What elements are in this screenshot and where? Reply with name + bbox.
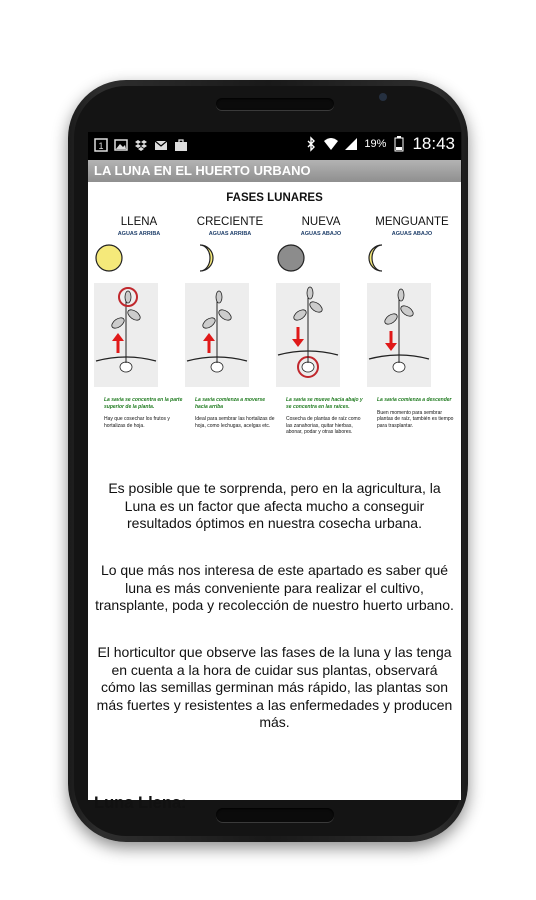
front-camera	[379, 93, 387, 101]
phase-advice: Hay que cosechar los frutos y hortalizas de hoja.	[104, 416, 170, 429]
waning-moon-icon	[367, 243, 397, 273]
phase-name: NUEVA	[301, 216, 341, 228]
sap-note: La savia comienza a moverse hacia arriba	[195, 397, 266, 410]
water-direction: AGUAS ARRIBA	[208, 231, 252, 237]
new-moon-icon	[276, 243, 306, 273]
phase-name: LLENA	[120, 216, 158, 228]
wifi-icon	[324, 137, 338, 151]
paragraph-benefits: El horticultor que observe las fases de la luna y las tenga en cuenta a la hora de cuidar sus plantas, observará cómo las semillas germinan más rápido, las plantas son más fuertes y resistentes a las enfermedades y producen más.	[96, 644, 453, 730]
app-title-bar: LA LUNA EN EL HUERTO URBANO	[88, 160, 461, 182]
clock: 18:43	[412, 134, 455, 153]
water-direction: AGUAS ABAJO	[391, 231, 433, 237]
phase-name: MENGUANTE	[375, 216, 449, 228]
notification-icons	[94, 138, 188, 152]
plant-diagram	[94, 283, 158, 387]
section-heading: Luna Llena:	[94, 794, 187, 812]
bottom-speaker	[216, 808, 334, 822]
status-bar	[88, 132, 461, 160]
bluetooth-icon	[304, 137, 318, 151]
mail-icon	[154, 138, 168, 152]
screen	[88, 132, 461, 812]
plant-diagram	[276, 283, 340, 387]
phase-advice: Buen momento para sembrar plantas de raíz, también es tiempo para trasplantar.	[377, 409, 454, 429]
sap-note: La savia comienza a descender	[377, 397, 452, 403]
n1-notification-icon	[94, 138, 108, 152]
phase-name: CRECIENTE	[196, 216, 264, 228]
water-direction: AGUAS ARRIBA	[117, 231, 161, 237]
svg-text:1: 1	[98, 141, 104, 151]
dropbox-icon	[134, 138, 148, 152]
battery-percent: 19%	[364, 138, 387, 150]
phase-creciente	[185, 216, 275, 429]
phone-frame	[68, 80, 468, 842]
crescent-moon-icon	[185, 243, 215, 273]
briefcase-icon	[174, 138, 188, 152]
system-status	[304, 134, 455, 154]
water-direction: AGUAS ABAJO	[300, 231, 342, 237]
phase-llena	[94, 216, 184, 429]
battery-icon	[392, 137, 406, 151]
plant-diagram	[185, 283, 249, 387]
image-icon	[114, 138, 128, 152]
sap-note: La savia se concentra en la parte superior de la planta.	[104, 397, 183, 410]
earpiece-speaker	[216, 98, 334, 110]
paragraph-interest: Lo que más nos interesa de este apartado es saber qué luna es más conveniente para realizar el cultivo, transplante, poda y recolección de nuestro huerto urbano.	[95, 562, 454, 613]
figure-title: FASES LUNARES	[226, 192, 323, 204]
sap-note: La savia se mueve hacia abajo y se concentra en las raíces.	[286, 397, 363, 410]
full-moon-icon	[94, 243, 124, 273]
phase-advice: Cosecha de plantas de raíz como las zanahorias, quitar hierbas, abonar, podar y otras labores.	[286, 416, 361, 435]
phone-bezel	[74, 86, 462, 836]
plant-diagram	[367, 283, 431, 387]
phase-advice: Ideal para sembrar las hortalizas de hoja, como lechugas, acelgas etc.	[195, 416, 275, 429]
signal-icon	[344, 137, 358, 151]
phase-menguante	[367, 216, 457, 429]
paragraph-intro: Es posible que te sorprenda, pero en la agricultura, la Luna es un factor que afecta mucho a conseguir resultados óptimos en nuestra cosecha urbana.	[108, 480, 441, 531]
phase-nueva	[276, 216, 366, 436]
